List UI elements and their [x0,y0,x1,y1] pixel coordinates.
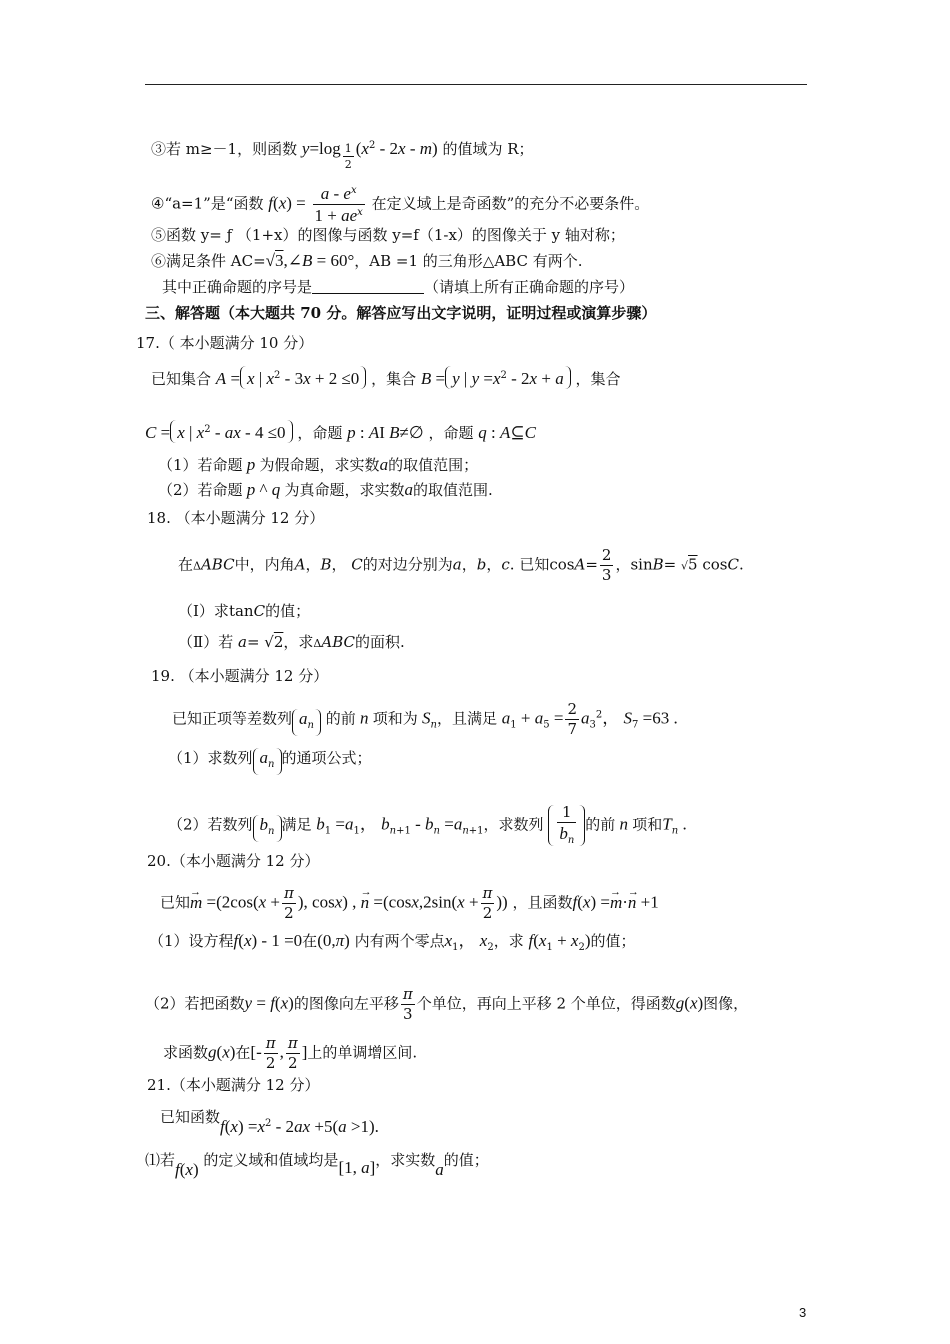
q21-line1: 已知函数$f(x) =x^2 - 2ax +5(a >1)$. [160,1108,379,1136]
q19-sub1: （1）求数列 $a_n$ 的通项公式； [168,748,372,775]
q17-head: 17.（ 本小题满分 10 分） [136,334,314,352]
q20-sub1: （1）设方程f(x) - 1 =0在(0,π) 内有两个零点$x_1$， $x_2$，求 $f(x_1 + x_2)$的值； [149,931,636,953]
q18-line1: 在ΔABC中，内角A，B， C的对边分别为a，b，c. 已知cosA= $\frac{2}{3}$ ，sinB= √5 cosC. [178,546,744,584]
q17-sub1: （1）若命题 p 为假命题，求实数a的取值范围； [158,455,479,474]
q18-head: 18. （本小题满分 12 分） [147,509,325,527]
prop-4: ④“a=1”是“函数 f(x) = $\frac{a - e^x}{1 + ae^x}$ 在定义域上是奇函数”的充分不必要条件。 [151,184,650,225]
q20-sub2: （2）若把函数y = f(x)的图像向左平移 $\frac{\pi}{3}$ 个单位，再向上平移 2 个单位，得函数g(x)图像， [145,985,749,1023]
q20-head: 20.（本小题满分 12 分） [147,852,320,870]
prop-3: ③若 m≥－1，则函数 y=log $\frac{1}{2}$ $(x^2 - 2x - m)$ 的值域为 R； [151,139,534,171]
prop-4-fraction: $\frac{a - e^x}{1 + ae^x}$ [314,184,363,225]
q21-head: 21.（本小题满分 12 分） [147,1076,320,1094]
fill-in-lead: 其中正确命题的序号是 [162,278,313,296]
prop-6-tail: ，AB =1 的三角形△ABC 有两个. [354,252,583,270]
q17-line2: C = x | $x^2$ - ax - 4 ≤0 ，命题 p : AI B≠∅ ，命题 q : A⊆C [145,420,536,443]
fill-in-tail: （请填上所有正确命题的序号） [424,278,635,296]
header-rule [145,84,807,85]
prop-3-formula: y [301,139,310,158]
q19-head: 19. （本小题满分 12 分） [151,667,329,685]
q18-sub1: （Ⅰ）求tanC的值； [178,602,311,620]
prop-3-lead: ③若 m≥－1，则函数 [151,140,298,158]
q19-sub2: （2）若数列 $b_n$ 满足 $b_1 =a_1$， $b_{n+1} - b_n =a_{n+1}$，求数列 $\frac{1}{b_n}$ 的前 n 项和$T_n$ . [168,803,687,846]
q20-sub2-cont: 求函数g(x)在[- $\frac{\pi}{2}$ , $\frac{\pi}{2}$ ]上的单调增区间. [163,1034,418,1072]
prop-6: ⑥满足条件 AC=√3,∠B = 60°，AB =1 的三角形△ABC 有两个. [151,251,583,270]
q20-line1: 已知→ m =(2cos(x + $\frac{\pi}{2}$ ), cosx) , → n =(cosx,2sin(x + $\frac{\pi}{2}$ )) ，且函数f(x) =→ m·→ n +1 [160,886,659,921]
q19-line1: 已知正项等差数列 $a_n$ 的前 n 项和为 $S_n$，且满足 $a_1 + a_5$ = $\frac{2}{7}$ $a_3^2$， $S_7 =63$ . [172,700,678,738]
section-3-title: 三、解答题（本大题共 70 分。解答应写出文字说明，证明过程或演算步骤） [145,304,657,322]
prop-4-lead: ④“a=1”是“函数 [151,194,264,213]
prop-5: ⑤函数 y= ƒ （1+x）的图像与函数 y=f（1-x）的图像关于 y 轴对称； [151,226,625,244]
q17-line1: 已知集合 A = x | $x^2 - 3x + 2 \le 0$ ，集合 B = y | $y =x^2 - 2x + a$ ，集合 [151,366,620,389]
page-number: 3 [799,1305,807,1320]
q21-sub1: ⑴若f(x) 的定义域和值域均是[1, a]，求实数a的值； [145,1151,489,1179]
fill-in-line [162,277,634,297]
q18-sub2: （Ⅱ）若 a= √2，求ΔABC的面积. [178,633,405,651]
prop-4-tail: 在定义域上是奇函数”的充分不必要条件。 [371,194,650,213]
prop-3-tail: 的值域为 R； [442,140,534,158]
answer-blank [312,279,424,294]
prop-6-lead: ⑥满足条件 AC= [151,252,266,270]
q17-sub2: （2）若命题 p ^ q 为真命题，求实数a的取值范围. [158,480,493,499]
